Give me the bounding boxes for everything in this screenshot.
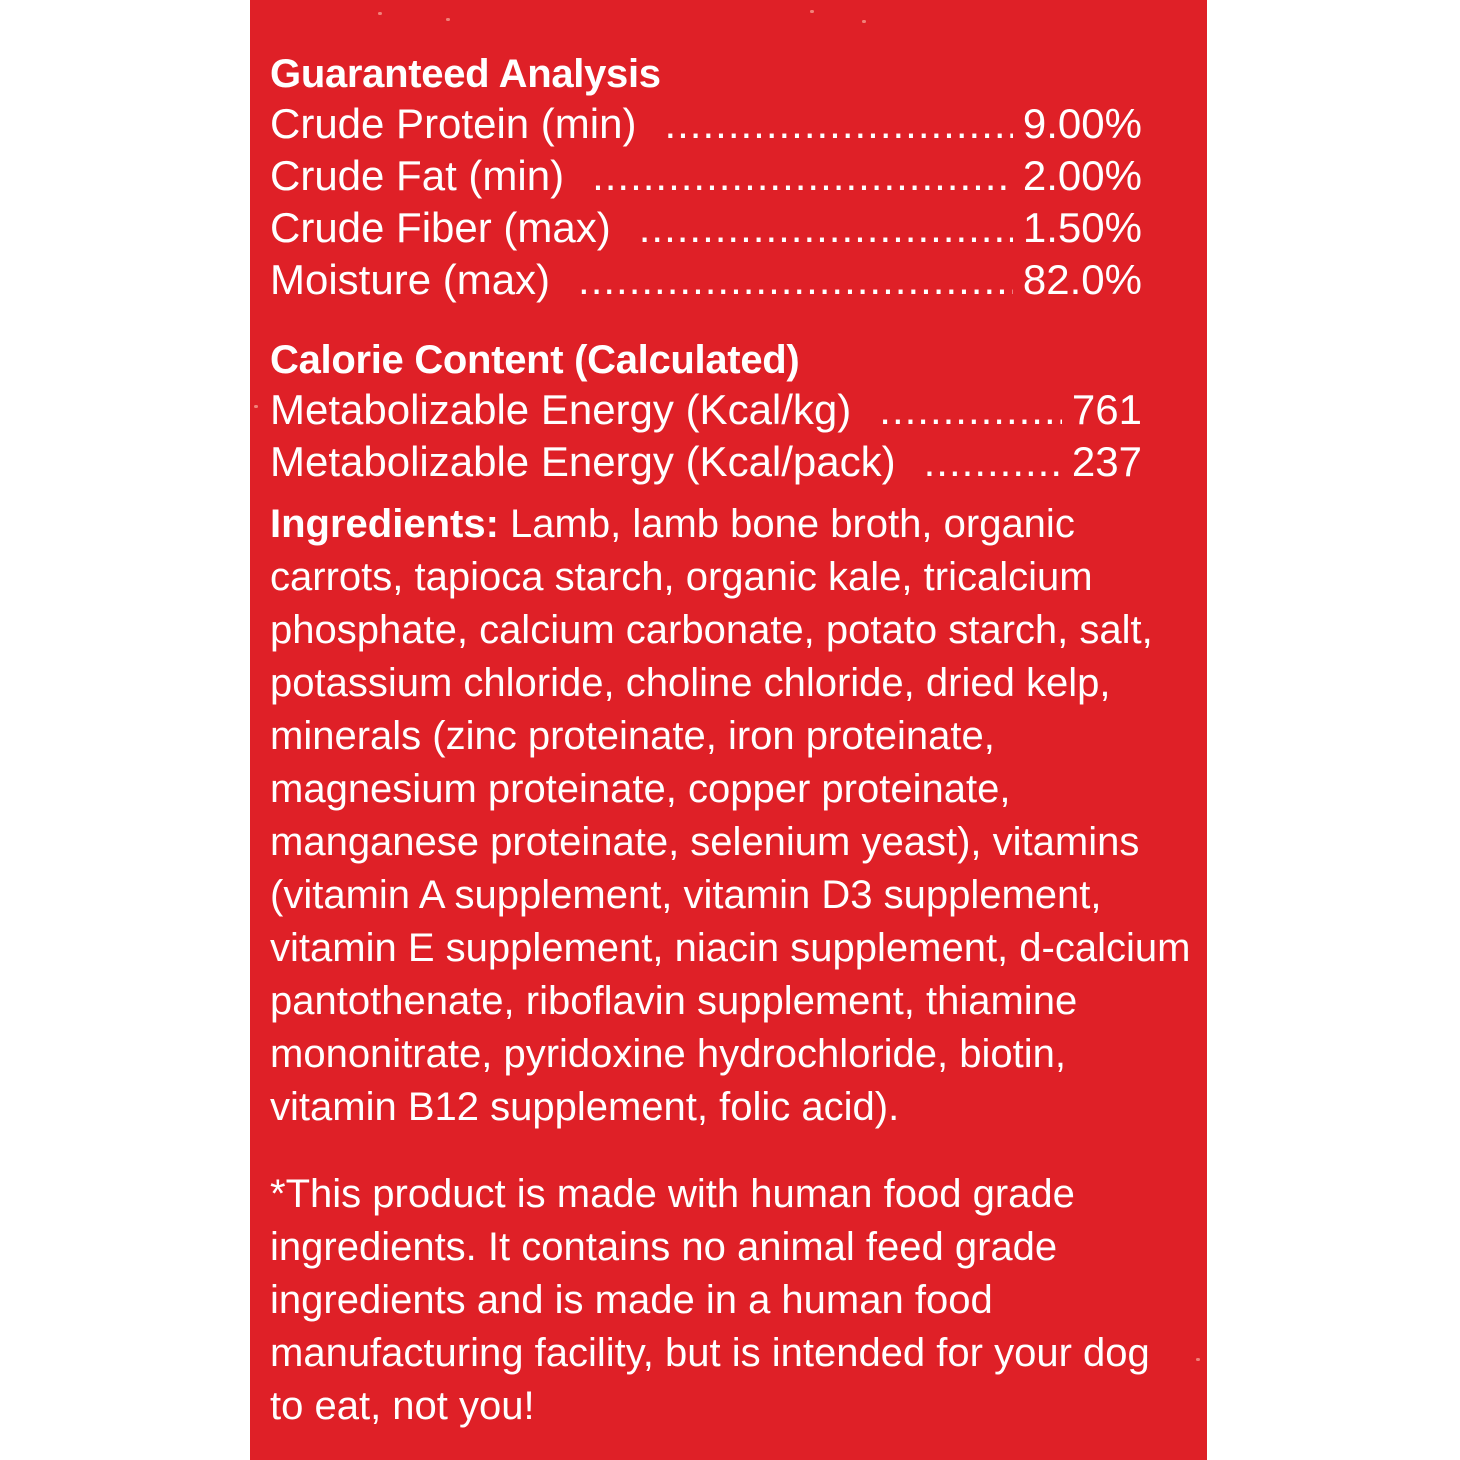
analysis-label: Crude Fat (min) (270, 152, 565, 199)
analysis-label: Moisture (max) (270, 256, 551, 303)
calorie-row-kcal-kg (270, 384, 1142, 436)
background-speck (446, 18, 450, 21)
human-grade-disclaimer: *This product is made with human food grade ingredients. It contains no animal feed grade ingredients and is made in a human food manufacturing facility, but is intended for your dog to eat, not you! (270, 1172, 1150, 1428)
analysis-label: Crude Fiber (max) (270, 204, 611, 251)
dot-leader (639, 202, 1013, 254)
calorie-content-heading: Calorie Content (Calculated) (270, 338, 800, 382)
calorie-row-kcal-pack (270, 436, 1142, 488)
analysis-value: 2.00% (1022, 152, 1142, 199)
background-speck (862, 20, 866, 23)
analysis-row-crude-fat (270, 150, 1142, 202)
dot-leader (924, 436, 1062, 488)
guaranteed-analysis-heading: Guaranteed Analysis (270, 52, 661, 96)
analysis-value: 9.00% (1022, 100, 1142, 147)
label-content (270, 50, 1195, 1433)
dot-leader (664, 98, 1012, 150)
analysis-row-crude-fiber (270, 202, 1142, 254)
analysis-row-crude-protein (270, 98, 1142, 150)
guaranteed-analysis-list (270, 98, 1195, 306)
section-spacer (270, 306, 1195, 336)
background-speck (810, 10, 814, 13)
calorie-label: Metabolizable Energy (Kcal/kg) (270, 386, 852, 433)
dot-leader (592, 150, 1013, 202)
calorie-value: 761 (1071, 386, 1142, 433)
dot-leader (578, 254, 1013, 306)
label-panel (250, 0, 1207, 1460)
ingredients-paragraph (270, 498, 1195, 1134)
ingredients-text: Lamb, lamb bone broth, organic carrots, tapioca starch, organic kale, tricalcium phosphate, calcium carbonate, potato starch, salt, potassium chloride, choline chloride, dried kelp, minerals (zinc proteinate, iron proteinate, magnesium proteinate, copper proteinate, manganese proteinate, selenium yeast), vitamins (vitamin A supplement, vitamin D3 supplement, vitamin E supplement, niacin supplement, d-calcium pantothenate, riboflavin supplement, thiamine mononitrate, pyridoxine hydrochloride, biotin, vitamin B12 supplement, folic acid). (270, 502, 1191, 1129)
ingredients-label: Ingredients: (270, 502, 499, 546)
background-speck (378, 12, 382, 15)
analysis-value: 1.50% (1022, 204, 1142, 251)
section-spacer (270, 488, 1195, 498)
dot-leader (879, 384, 1062, 436)
background-speck (254, 405, 258, 408)
analysis-label: Crude Protein (min) (270, 100, 637, 147)
analysis-value: 82.0% (1022, 256, 1142, 303)
analysis-row-moisture (270, 254, 1142, 306)
calorie-content-list (270, 384, 1195, 488)
background-speck (1196, 1358, 1200, 1361)
calorie-value: 237 (1071, 438, 1142, 485)
calorie-label: Metabolizable Energy (Kcal/pack) (270, 438, 896, 485)
